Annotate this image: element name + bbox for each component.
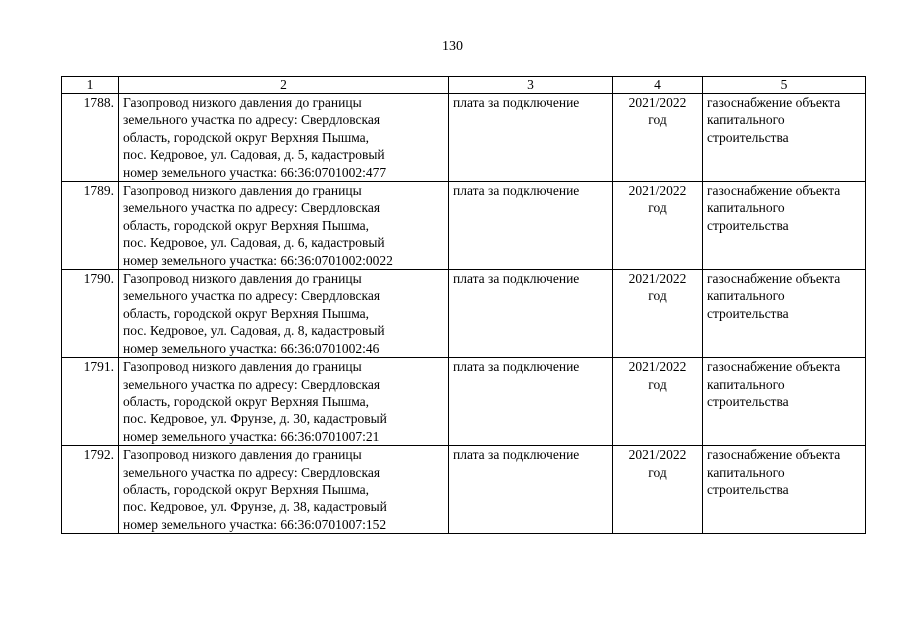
object-description-line: номер земельного участка: 66:36:0701002:477 xyxy=(123,164,387,180)
object-description-line: земельного участка по адресу: Свердловская xyxy=(123,464,381,480)
year-line: год xyxy=(648,288,667,304)
purpose-cell xyxy=(703,94,866,182)
purpose-line: капитального xyxy=(707,376,785,392)
purpose-line: строительства xyxy=(707,305,789,321)
object-description-line: пос. Кедровое, ул. Фрунзе, д. 30, кадастровый xyxy=(123,411,387,427)
row-number: 1788. xyxy=(83,95,114,110)
row-number: 1791. xyxy=(83,359,114,375)
year-line: 2021/2022 xyxy=(628,359,687,375)
year-line: год xyxy=(648,112,667,128)
purpose-cell xyxy=(703,182,866,270)
object-description-line: Газопровод низкого давления до границы xyxy=(123,359,362,375)
row-number-cell xyxy=(62,358,119,446)
object-description-cell xyxy=(119,270,449,358)
year-cell xyxy=(613,446,703,534)
column-header-2: 2 xyxy=(119,77,449,94)
object-description-line: номер земельного участка: 66:36:0701007:21 xyxy=(123,428,380,444)
purpose-cell xyxy=(703,446,866,534)
purpose-line: строительства xyxy=(707,393,789,409)
table-body xyxy=(62,94,866,534)
object-description-line: земельного участка по адресу: Свердловская xyxy=(123,288,381,304)
year-line: 2021/2022 xyxy=(628,95,687,110)
object-description-line: номер земельного участка: 66:36:0701002:46 xyxy=(123,340,380,356)
object-description-line: Газопровод низкого давления до границы xyxy=(123,95,362,110)
object-description-line: Газопровод низкого давления до границы xyxy=(123,271,362,287)
year-line: год xyxy=(648,200,667,216)
object-description-line: пос. Кедровое, ул. Садовая, д. 6, кадастровый xyxy=(123,235,385,251)
year-line: год xyxy=(648,464,667,480)
purpose-line: строительства xyxy=(707,129,789,145)
year-line: год xyxy=(648,376,667,392)
object-description-line: область, городской округ Верхняя Пышма, xyxy=(123,393,370,409)
object-description-cell xyxy=(119,358,449,446)
row-number: 1790. xyxy=(83,271,114,287)
object-description-line: номер земельного участка: 66:36:0701002:0022 xyxy=(123,252,393,268)
payment-type: плата за подключение xyxy=(453,95,580,110)
object-description-line: пос. Кедровое, ул. Фрунзе, д. 38, кадастровый xyxy=(123,499,387,515)
object-description-line: земельного участка по адресу: Свердловская xyxy=(123,112,381,128)
payment-type: плата за подключение xyxy=(453,271,580,287)
payment-type-cell xyxy=(449,94,613,182)
row-number: 1792. xyxy=(83,447,114,463)
purpose-line: газоснабжение объекта xyxy=(707,271,841,287)
object-description-cell xyxy=(119,446,449,534)
year-cell xyxy=(613,358,703,446)
row-number-cell xyxy=(62,182,119,270)
year-cell xyxy=(613,94,703,182)
column-header-3: 3 xyxy=(449,77,613,94)
purpose-line: газоснабжение объекта xyxy=(707,359,841,375)
payment-type: плата за подключение xyxy=(453,183,580,199)
purpose-cell xyxy=(703,270,866,358)
purpose-line: строительства xyxy=(707,481,789,497)
purpose-line: строительства xyxy=(707,217,789,233)
payment-type: плата за подключение xyxy=(453,447,580,463)
payment-type-cell xyxy=(449,446,613,534)
purpose-cell xyxy=(703,358,866,446)
object-description-line: область, городской округ Верхняя Пышма, xyxy=(123,129,370,145)
object-description-line: область, городской округ Верхняя Пышма, xyxy=(123,305,370,321)
purpose-line: капитального xyxy=(707,112,785,128)
payment-type-cell xyxy=(449,270,613,358)
payment-type: плата за подключение xyxy=(453,359,580,375)
object-description-line: номер земельного участка: 66:36:0701007:152 xyxy=(123,516,387,532)
purpose-line: газоснабжение объекта xyxy=(707,447,841,463)
purpose-line: капитального xyxy=(707,288,785,304)
object-description-line: Газопровод низкого давления до границы xyxy=(123,183,362,199)
document-table xyxy=(61,76,866,534)
page-number: 130 xyxy=(442,39,463,54)
row-number: 1789. xyxy=(83,183,114,199)
object-description-line: земельного участка по адресу: Свердловская xyxy=(123,376,381,392)
purpose-line: капитального xyxy=(707,200,785,216)
year-line: 2021/2022 xyxy=(628,271,687,287)
object-description-line: пос. Кедровое, ул. Садовая, д. 5, кадастровый xyxy=(123,147,385,163)
object-description-cell xyxy=(119,94,449,182)
row-number-cell xyxy=(62,446,119,534)
table-row xyxy=(62,94,866,182)
payment-type-cell xyxy=(449,358,613,446)
object-description-line: Газопровод низкого давления до границы xyxy=(123,447,362,463)
object-description-line: область, городской округ Верхняя Пышма, xyxy=(123,481,370,497)
table-row xyxy=(62,182,866,270)
year-line: 2021/2022 xyxy=(628,183,687,199)
object-description-line: пос. Кедровое, ул. Садовая, д. 8, кадастровый xyxy=(123,323,385,339)
table-row xyxy=(62,358,866,446)
purpose-line: газоснабжение объекта xyxy=(707,95,841,110)
year-cell xyxy=(613,182,703,270)
year-cell xyxy=(613,270,703,358)
payment-type-cell xyxy=(449,182,613,270)
purpose-line: капитального xyxy=(707,464,785,480)
row-number-cell xyxy=(62,94,119,182)
object-description-line: земельного участка по адресу: Свердловская xyxy=(123,200,381,216)
table-row xyxy=(62,270,866,358)
object-description-cell xyxy=(119,182,449,270)
column-header-5: 5 xyxy=(703,77,866,94)
column-header-1: 1 xyxy=(62,77,119,94)
table-header-row xyxy=(62,77,866,94)
year-line: 2021/2022 xyxy=(628,447,687,463)
purpose-line: газоснабжение объекта xyxy=(707,183,841,199)
table-row xyxy=(62,446,866,534)
column-header-4: 4 xyxy=(613,77,703,94)
row-number-cell xyxy=(62,270,119,358)
object-description-line: область, городской округ Верхняя Пышма, xyxy=(123,217,370,233)
